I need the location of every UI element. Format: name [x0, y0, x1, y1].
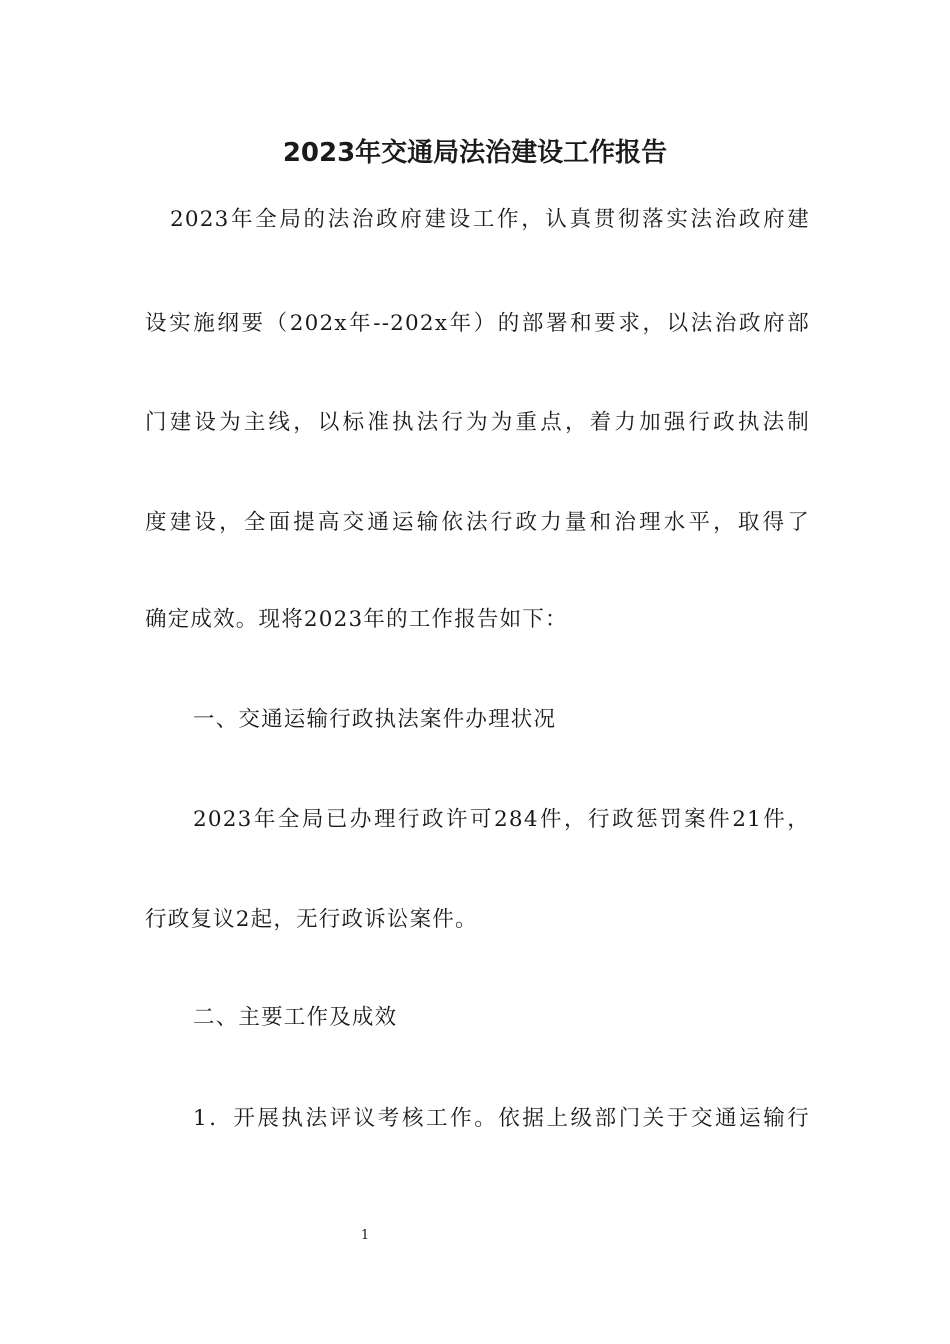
document-title: 2023年交通局法治建设工作报告: [282, 138, 668, 168]
paragraph-line: 确定成效。现将2023年的工作报告如下：: [145, 607, 568, 632]
paragraph-line: 度建设，全面提高交通运输依法行政力量和治理水平，取得了: [145, 510, 810, 535]
section-heading: 一、交通运输行政执法案件办理状况: [193, 707, 557, 732]
paragraph-line: 2023年全局已办理行政许可284件，行政惩罚案件21件，: [193, 807, 810, 832]
paragraph-line: 1．开展执法评议考核工作。依据上级部门关于交通运输行: [193, 1106, 810, 1131]
page-number: 1: [360, 1228, 370, 1243]
section-heading: 二、主要工作及成效: [193, 1005, 398, 1030]
paragraph-line: 行政复议2起，无行政诉讼案件。: [145, 907, 478, 932]
paragraph-line: 门建设为主线，以标准执法行为为重点，着力加强行政执法制: [145, 410, 810, 435]
paragraph-line: 2023年全局的法治政府建设工作，认真贯彻落实法治政府建: [170, 207, 810, 232]
paragraph-line: 设实施纲要（202x年--202x年）的部署和要求，以法治政府部: [145, 311, 810, 336]
